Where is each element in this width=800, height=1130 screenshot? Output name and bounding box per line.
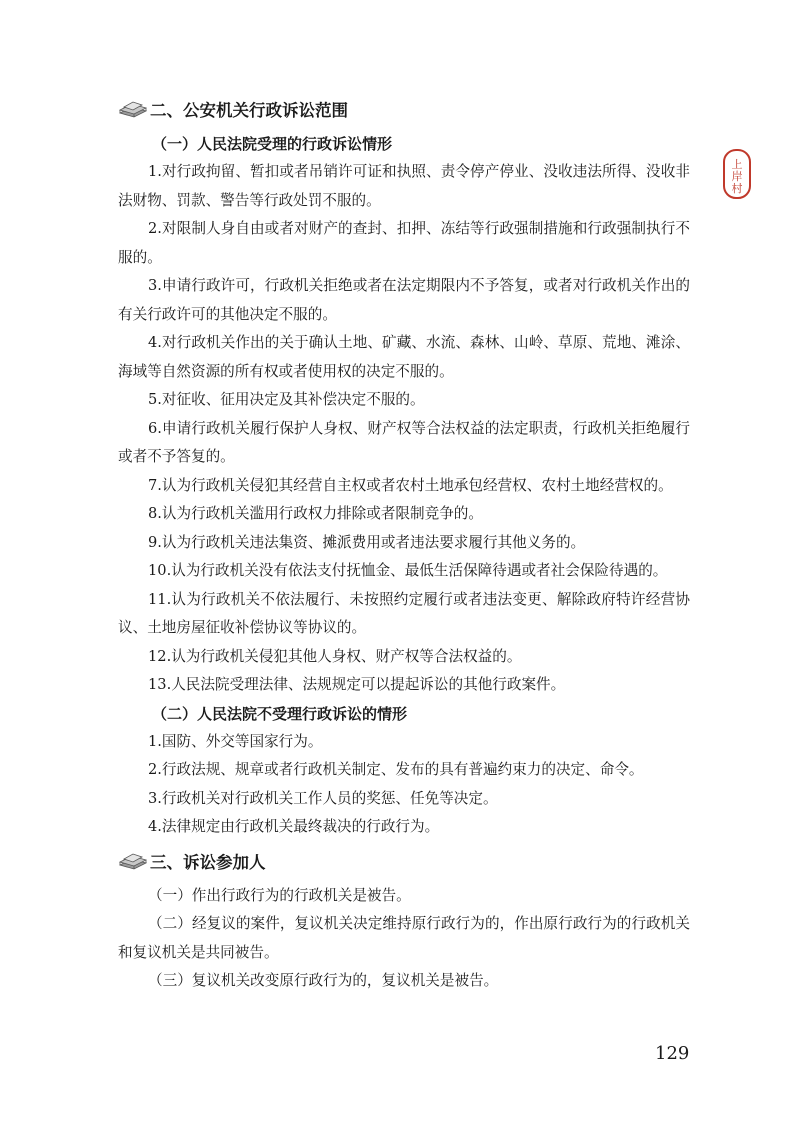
subheading-not-accepted: （二）人民法院不受理行政诉讼的情形 bbox=[152, 704, 408, 723]
list-item: （三）复议机关改变原行政行为的，复议机关是被告。 bbox=[148, 972, 499, 989]
list-item: 3.申请行政许可，行政机关拒绝或者在法定期限内不予答复，或者对行政机关作出的有关行政许可的其他决定不服的。 bbox=[118, 277, 690, 323]
seal-stamp-icon bbox=[722, 148, 752, 200]
book-stack-icon bbox=[118, 852, 148, 870]
page-content bbox=[118, 94, 690, 996]
list-item: 4.法律规定由行政机关最终裁决的行政行为。 bbox=[148, 818, 440, 835]
list-item: 6.申请行政机关履行保护人身权、财产权等合法权益的法定职责，行政机关拒绝履行或者不予答复的。 bbox=[118, 419, 690, 465]
svg-text:村: 村 bbox=[731, 182, 743, 195]
subheading-accepted: （一）人民法院受理的行政诉讼情形 bbox=[152, 135, 393, 153]
page-number: 129 bbox=[655, 1043, 690, 1064]
svg-text:上: 上 bbox=[731, 158, 743, 171]
list-item: 1.国防、外交等国家行为。 bbox=[148, 732, 323, 750]
list-item: 5.对征收、征用决定及其补偿决定不服的。 bbox=[148, 391, 425, 408]
list-item: 3.行政机关对行政机关工作人员的奖惩、任免等决定。 bbox=[148, 789, 498, 807]
list-item: 12.认为行政机关侵犯其他人身权、财产权等合法权益的。 bbox=[148, 647, 522, 665]
list-item: 2.对限制人身自由或者对财产的查封、扣押、冻结等行政强制措施和行政强制执行不服的。 bbox=[118, 220, 690, 266]
list-item: 2.行政法规、规章或者行政机关制定、发布的具有普遍约束力的决定、命令。 bbox=[148, 761, 644, 778]
list-item: 1.对行政拘留、暂扣或者吊销许可证和执照、责令停产停业、没收违法所得、没收非法财物、罚款、警告等行政处罚不服的。 bbox=[118, 163, 690, 209]
list-item: 10.认为行政机关没有依法支付抚恤金、最低生活保障待遇或者社会保险待遇的。 bbox=[148, 562, 668, 579]
list-item: 11.认为行政机关不依法履行、未按照约定履行或者违法变更、解除政府特许经营协议、土地房屋征收补偿协议等协议的。 bbox=[118, 590, 690, 636]
section-three-heading-text: 三、诉讼参加人 bbox=[150, 852, 266, 872]
svg-text:岸: 岸 bbox=[731, 170, 743, 183]
accepted-list bbox=[118, 158, 690, 700]
section-two-heading bbox=[118, 94, 690, 124]
participants-list bbox=[118, 882, 690, 996]
list-item: （一）作出行政行为的行政机关是被告。 bbox=[148, 886, 411, 904]
list-item: 4.对行政机关作出的关于确认土地、矿藏、水流、森林、山岭、草原、荒地、滩涂、海域等自然资源的所有权或者使用权的决定不服的。 bbox=[118, 334, 690, 380]
list-item: （二）经复议的案件，复议机关决定维持原行政行为的，作出原行政行为的行政机关和复议机关是共同被告。 bbox=[118, 915, 690, 961]
list-item: 8.认为行政机关滥用行政权力排除或者限制竞争的。 bbox=[148, 505, 483, 522]
section-three-heading bbox=[118, 846, 690, 876]
list-item: 9.认为行政机关违法集资、摊派费用或者违法要求履行其他义务的。 bbox=[148, 533, 586, 551]
list-item: 13.人民法院受理法律、法规规定可以提起诉讼的其他行政案件。 bbox=[148, 676, 566, 693]
not-accepted-list bbox=[118, 728, 690, 842]
list-item: 7.认为行政机关侵犯其经营自主权或者农村土地承包经营权、农村土地经营权的。 bbox=[148, 476, 673, 494]
section-two-heading-text: 二、公安机关行政诉讼范围 bbox=[150, 101, 348, 120]
book-stack-icon bbox=[118, 100, 148, 118]
